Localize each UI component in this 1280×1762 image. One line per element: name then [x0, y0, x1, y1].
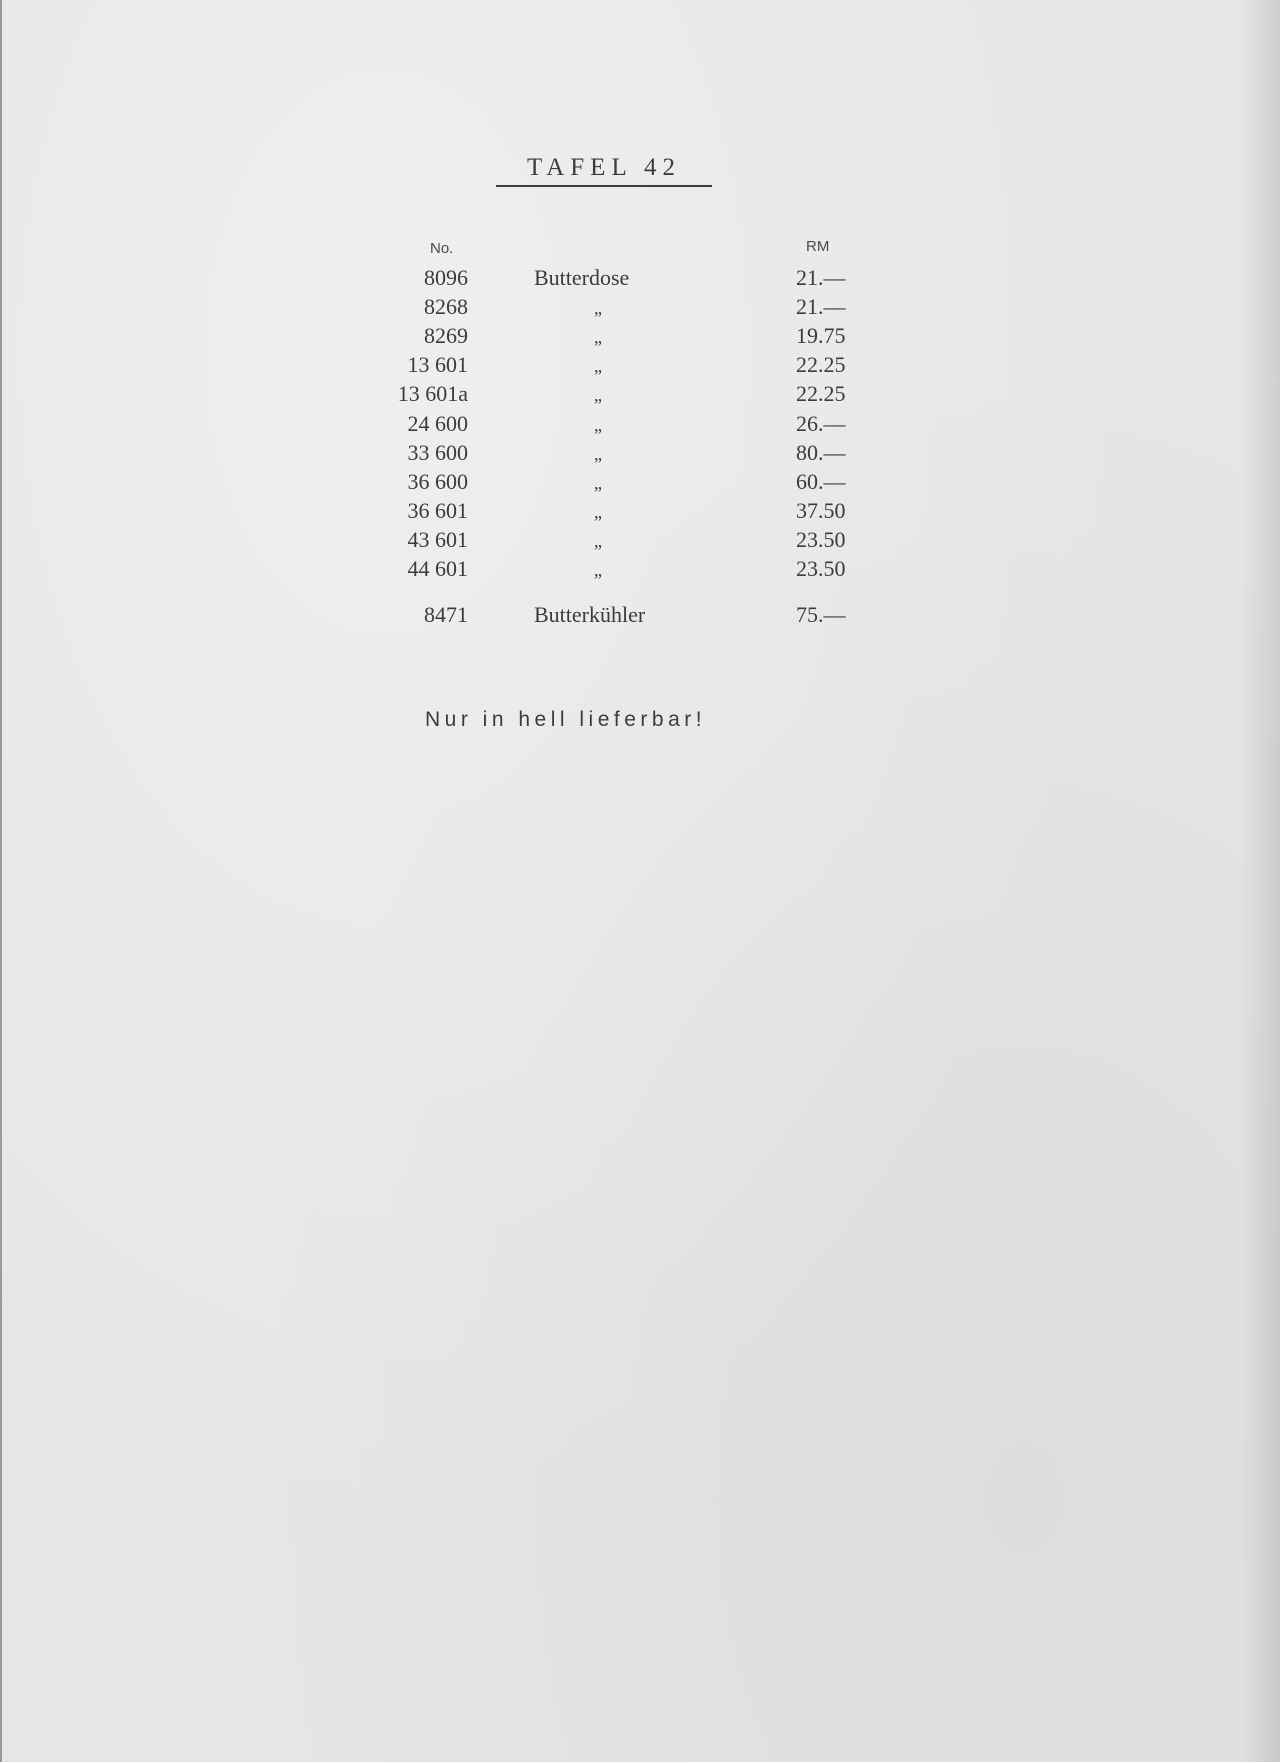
item-price: 22.25	[796, 352, 846, 377]
item-number: 8268	[424, 294, 468, 319]
ditto-mark: „	[594, 415, 602, 435]
table-row	[0, 556, 1280, 585]
item-number: 13 601	[407, 352, 468, 377]
availability-note: Nur in hell lieferbar!	[425, 708, 707, 731]
ditto-mark: „	[594, 560, 602, 580]
ditto-mark: „	[594, 356, 602, 376]
item-price: 75.—	[796, 602, 846, 627]
ditto-mark: „	[594, 385, 602, 405]
item-price: 21.—	[796, 265, 846, 290]
ditto-mark: „	[594, 473, 602, 493]
table-row	[0, 602, 1280, 631]
table-row	[0, 352, 1280, 381]
ditto-mark: „	[594, 502, 602, 522]
item-number: 13 601a	[397, 381, 468, 406]
item-description: Butterdose	[534, 265, 630, 290]
table-row	[0, 294, 1280, 323]
table-row	[0, 498, 1280, 527]
item-number: 24 600	[407, 411, 468, 436]
item-price: 26.—	[796, 411, 846, 436]
ditto-mark: „	[594, 444, 602, 464]
item-price: 22.25	[796, 381, 846, 406]
column-header-price: RM	[806, 238, 830, 255]
item-price: 21.—	[796, 294, 846, 319]
page-title: TAFEL 42	[496, 154, 712, 187]
item-number: 36 601	[407, 498, 468, 523]
item-price: 23.50	[796, 527, 846, 552]
table-row	[0, 527, 1280, 556]
ditto-mark: „	[594, 327, 602, 347]
item-number: 8269	[424, 323, 468, 348]
item-number: 36 600	[407, 469, 468, 494]
item-price: 60.—	[796, 469, 846, 494]
item-description: Butterkühler	[534, 602, 646, 627]
ditto-mark: „	[594, 531, 602, 551]
item-number: 44 601	[407, 556, 468, 581]
item-price: 80.—	[796, 440, 846, 465]
item-number: 33 600	[407, 440, 468, 465]
table-row	[0, 381, 1280, 410]
item-price: 37.50	[796, 498, 846, 523]
table-row	[0, 265, 1280, 294]
table-row	[0, 440, 1280, 469]
table-row	[0, 323, 1280, 352]
item-price: 19.75	[796, 323, 846, 348]
item-price: 23.50	[796, 556, 846, 581]
table-row	[0, 411, 1280, 440]
column-header-no: No.	[430, 240, 454, 257]
item-number: 8471	[424, 602, 468, 627]
ditto-mark: „	[594, 298, 602, 318]
table-row	[0, 469, 1280, 498]
item-number: 43 601	[407, 527, 468, 552]
item-number: 8096	[424, 265, 468, 290]
